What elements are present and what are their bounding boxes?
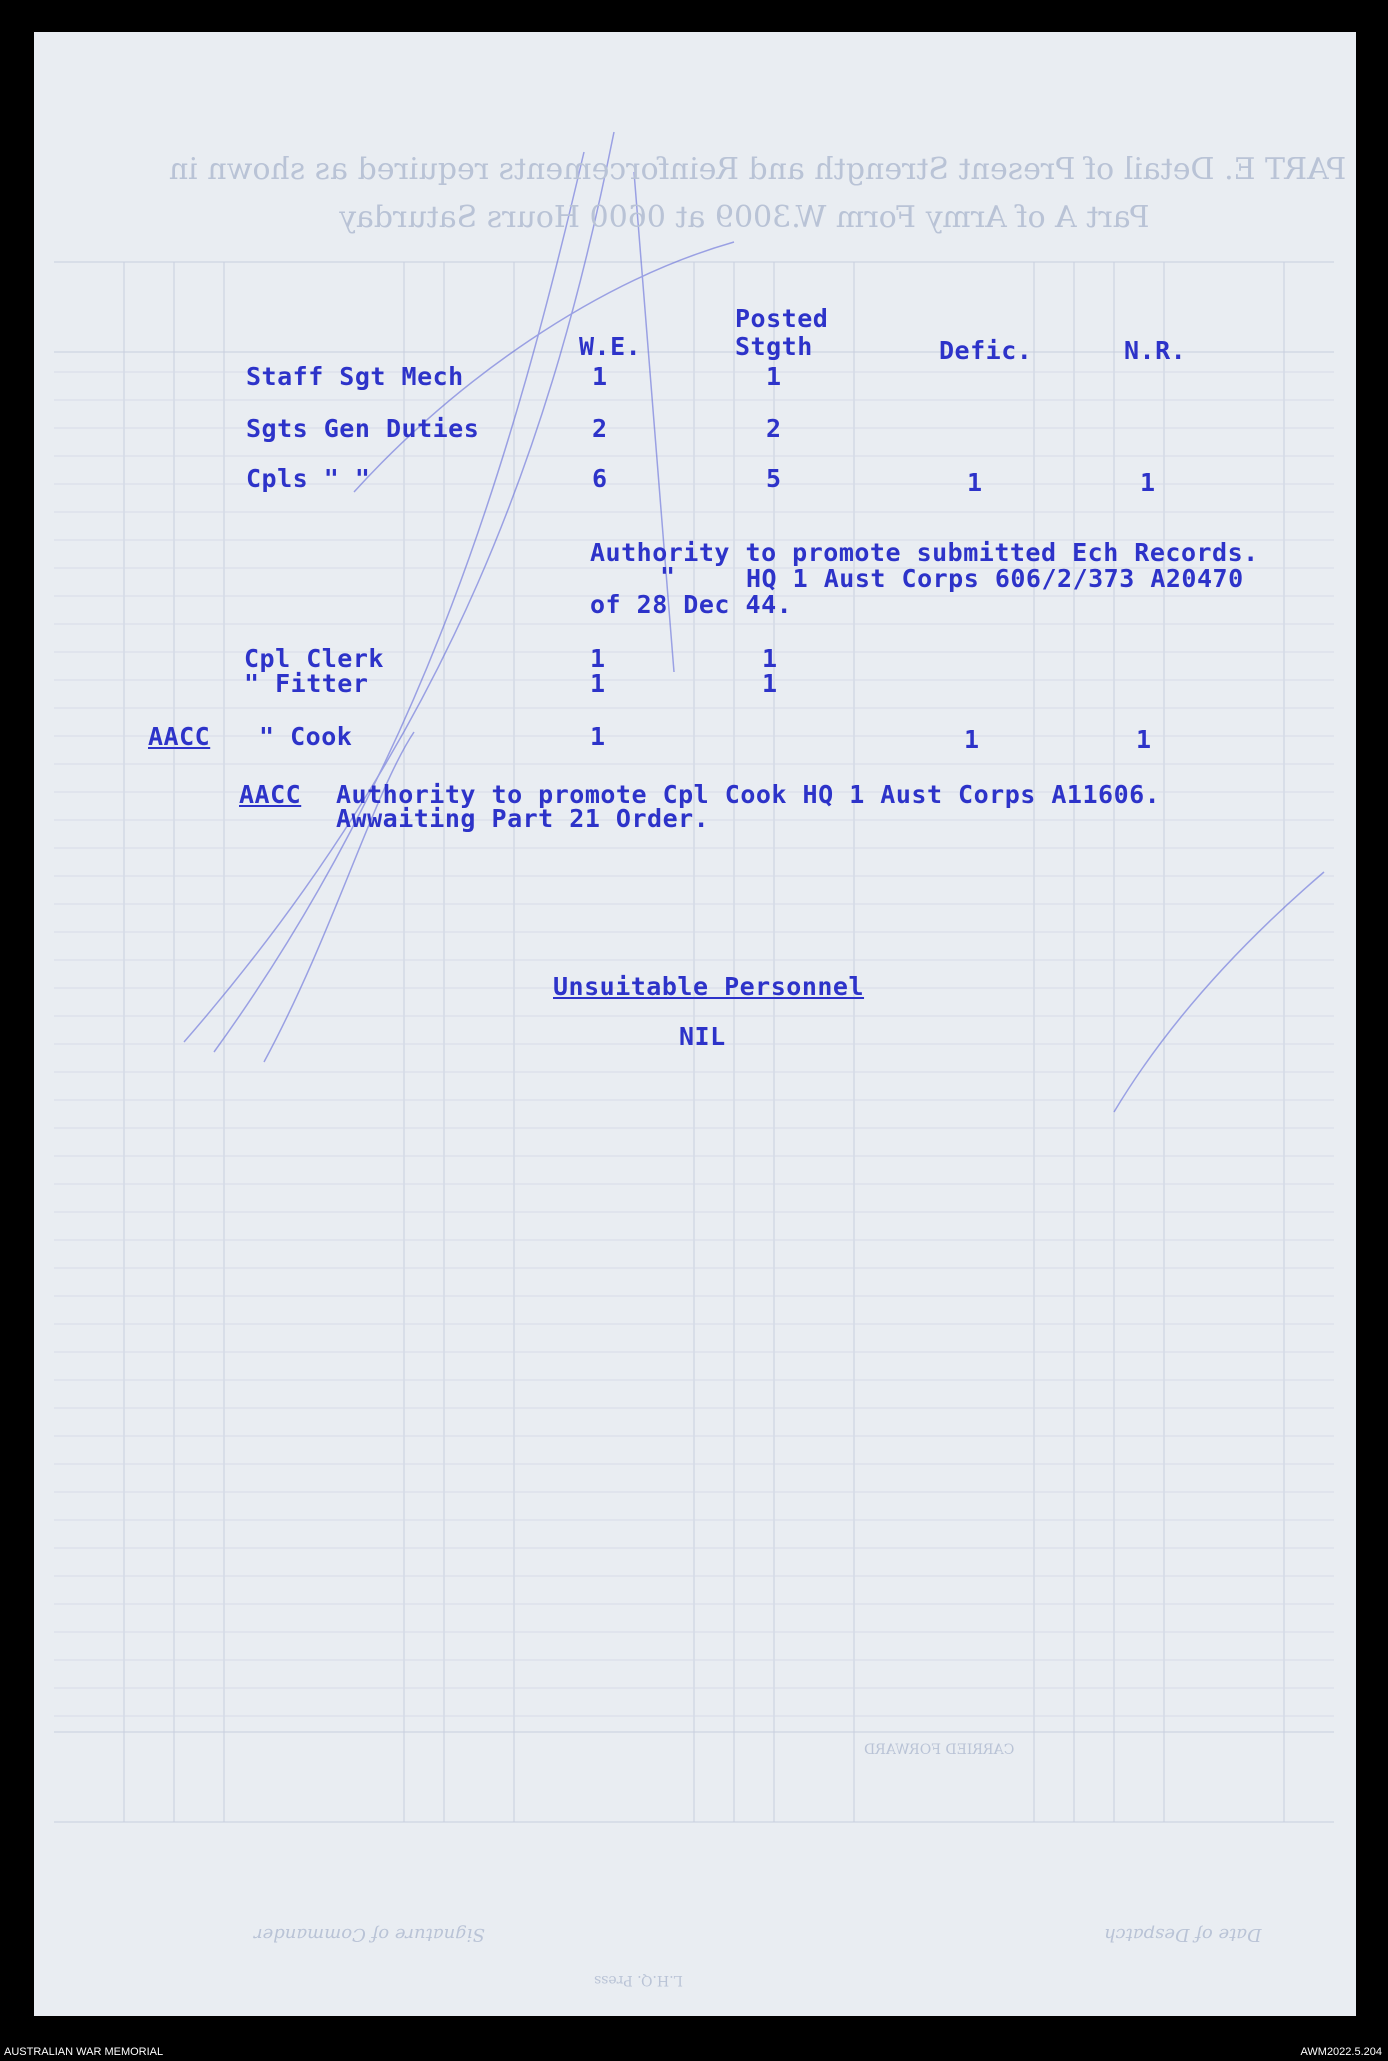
row-posted: 2 [766,414,782,443]
header-bleed-line-1: PART E. Detail of Present Strength and Reinforcements required as shown in [169,152,1347,187]
row-rank: " Cook [259,722,353,751]
row-we: 1 [590,722,606,751]
col-nr: N.R. [1124,336,1187,365]
row-rank: Cpls " " [246,464,371,493]
row-nr: 1 [1136,725,1152,754]
signature-label-bleed: Signature of Commander [254,1924,485,1945]
note-2-line-1: Authority to promote Cpl Cook HQ 1 Aust Corps A11606. [336,780,1161,809]
col-defic: Defic. [939,336,1033,365]
row-defic: 1 [964,725,980,754]
header-bleed-line-2: Part A of Army Form W.3009 at 0600 Hours Saturday [339,200,1150,235]
row-we: 1 [590,644,606,673]
row-posted: 1 [766,362,782,391]
section-value: NIL [679,1022,726,1051]
footer-right: AWM2022.5.204 [1300,2046,1382,2058]
row-nr: 1 [1140,468,1156,497]
note-1-line-2: HQ 1 Aust Corps 606/2/373 A20470 [746,564,1244,593]
row-we: 6 [592,464,608,493]
row-rank: Staff Sgt Mech [246,362,464,391]
date-label-bleed: Date of Despatch [1104,1924,1262,1945]
row-posted: 5 [766,464,782,493]
row-unit: AACC [148,722,211,751]
row-defic: 1 [967,468,983,497]
row-rank: Cpl Clerk [244,644,384,673]
carried-forward-bleed: CARRIED FORWARD [864,1742,1015,1758]
row-posted: 1 [762,644,778,673]
row-we: 1 [590,669,606,698]
row-we: 1 [592,362,608,391]
note-1-ditto: " [660,562,676,591]
note-1-line-1: Authority to promote submitted Ech Records. [590,538,1259,567]
col-posted: Posted [735,304,829,333]
col-stgth: Stgth [735,332,813,361]
col-we: W.E. [579,332,642,361]
printer-bleed: L.H.Q. Press [594,1972,683,1988]
row-we: 2 [592,414,608,443]
row-rank: " Fitter [244,669,369,698]
section-title: Unsuitable Personnel [553,972,865,1001]
row-rank: Sgts Gen Duties [246,414,480,443]
note-2-line-2: Awwaiting Part 21 Order. [336,804,710,833]
note-2-unit: AACC [239,780,302,809]
footer-left: AUSTRALIAN WAR MEMORIAL [4,2046,164,2058]
row-posted: 1 [762,669,778,698]
document-page [34,32,1356,2016]
note-1-line-3: of 28 Dec 44. [590,590,793,619]
